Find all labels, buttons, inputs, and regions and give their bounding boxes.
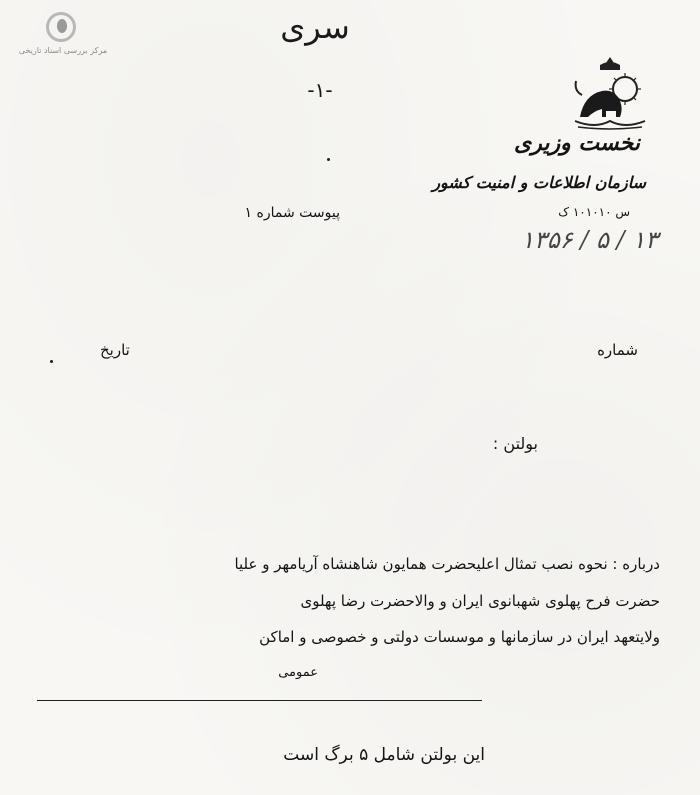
number-label: شماره	[597, 341, 638, 359]
attachment-number: پیوست شماره ۱	[244, 205, 340, 221]
subject-line-3: ولایتعهد ایران در سازمانها و موسسات دولتی و خصوصی و اماکن	[259, 628, 660, 646]
letterhead-ministry: نخست وزیری	[514, 130, 640, 156]
lion-and-sun-emblem-icon	[570, 55, 650, 130]
ink-dot	[50, 360, 53, 363]
archive-logo-icon	[46, 12, 76, 42]
reference-code: س ۱۰۱۰۱۰ ک	[558, 205, 630, 219]
page-number: -۱-	[307, 78, 333, 102]
stamp: ۱۳۵۶ / ۵ / ۱۳	[521, 226, 658, 254]
date-label: تاریخ	[100, 341, 130, 359]
ink-dot	[327, 158, 330, 161]
classification-label: سری	[280, 8, 350, 46]
subject-line-1: درباره : نحوه نصب تمثال اعلیحضرت همایون شاهنشاه آریامهر و علیا	[234, 555, 660, 573]
divider	[37, 700, 482, 701]
watermark-text: مرکز بررسی اسناد تاریخی	[18, 46, 108, 55]
subject-line-4: عمومی	[278, 665, 318, 680]
letterhead-organization: سازمان اطلاعات و امنیت کشور	[432, 173, 646, 192]
page-count-note: این بولتن شامل ۵ برگ است	[283, 745, 485, 765]
bulletin-label: بولتن :	[492, 434, 538, 453]
subject-line-2: حضرت فرح پهلوی شهبانوی ایران و والاحضرت رضا پهلوی	[300, 592, 660, 610]
watermark	[8, 6, 118, 62]
